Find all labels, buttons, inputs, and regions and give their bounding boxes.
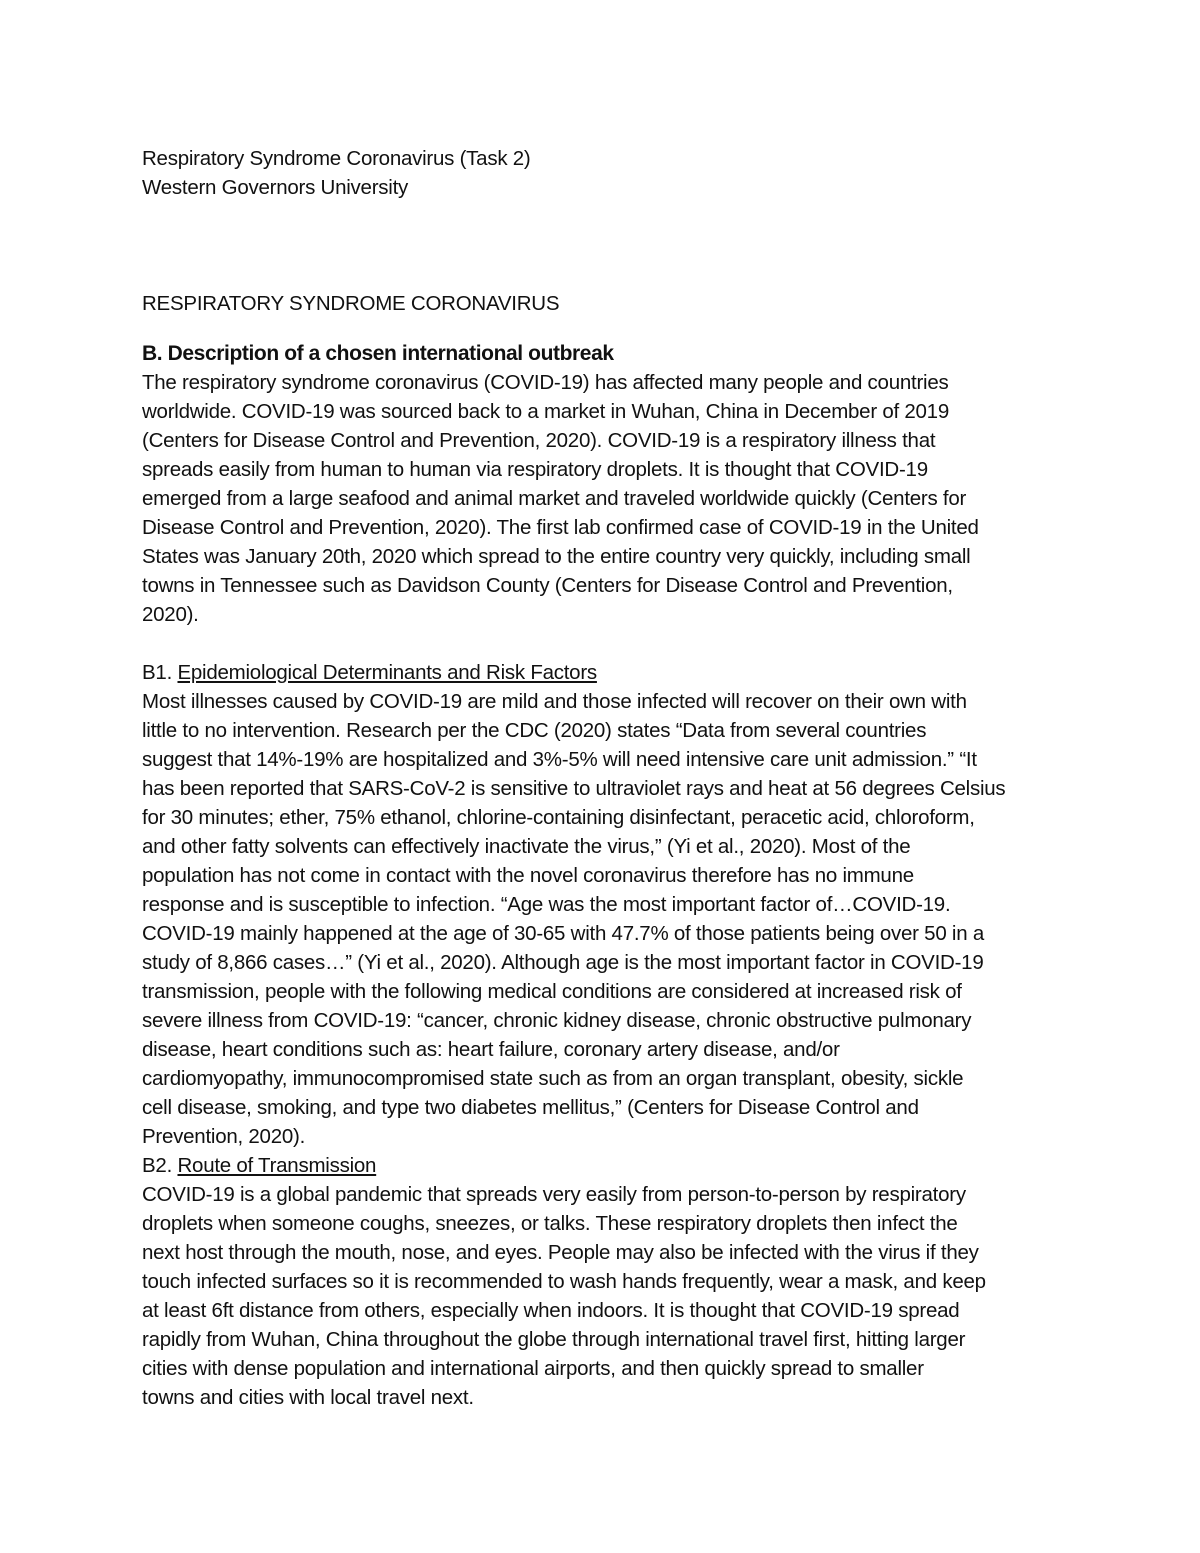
paragraph-line: next host through the mouth, nose, and eyes. People may also be infected with the virus if they	[142, 1241, 979, 1264]
document-body	[142, 144, 1072, 1412]
paragraph-line: response and is susceptible to infection. “Age was the most important factor of…COVID-19.	[142, 893, 951, 916]
paragraph-line: study of 8,866 cases…” (Yi et al., 2020). Although age is the most important factor in COVID-19	[142, 951, 984, 974]
section-b1-label: B1.	[142, 661, 173, 684]
paragraph-line: disease, heart conditions such as: heart failure, coronary artery disease, and/or	[142, 1038, 840, 1061]
paragraph-line: transmission, people with the following medical conditions are considered at increased risk of	[142, 980, 962, 1003]
paragraph-line: suggest that 14%-19% are hospitalized and 3%-5% will need intensive care unit admission.” “It	[142, 748, 977, 771]
paragraph-line: severe illness from COVID-19: “cancer, chronic kidney disease, chronic obstructive pulmonary	[142, 1009, 972, 1032]
section-b2-title: Route of Transmission	[177, 1154, 377, 1177]
paragraph-line: towns and cities with local travel next.	[142, 1386, 474, 1409]
paragraph-line: The respiratory syndrome coronavirus (COVID-19) has affected many people and countries	[142, 371, 949, 394]
paragraph-line: rapidly from Wuhan, China throughout the globe through international travel first, hitting larger	[142, 1328, 966, 1351]
section-b-heading: B. Description of a chosen international outbreak	[142, 342, 614, 365]
section-b-paragraph	[142, 368, 1072, 629]
paragraph-line: 2020).	[142, 603, 199, 626]
institution-line: Western Governors University	[142, 176, 409, 199]
paragraph-line: population has not come in contact with the novel coronavirus therefore has no immune	[142, 864, 914, 887]
paragraph-line: States was January 20th, 2020 which spread to the entire country very quickly, including small	[142, 545, 971, 568]
section-b1-title: Epidemiological Determinants and Risk Factors	[177, 661, 597, 684]
section-b2-paragraph	[142, 1180, 1072, 1412]
paragraph-line: for 30 minutes; ether, 75% ethanol, chlorine-containing disinfectant, peracetic acid, chloroform,	[142, 806, 975, 829]
paragraph-line: Disease Control and Prevention, 2020). The first lab confirmed case of COVID-19 in the United	[142, 516, 979, 539]
paragraph-line: little to no intervention. Research per the CDC (2020) states “Data from several countries	[142, 719, 927, 742]
paragraph-line: towns in Tennessee such as Davidson County (Centers for Disease Control and Prevention,	[142, 574, 953, 597]
paragraph-line: (Centers for Disease Control and Prevention, 2020). COVID-19 is a respiratory illness that	[142, 429, 936, 452]
paragraph-line: touch infected surfaces so it is recommended to wash hands frequently, wear a mask, and keep	[142, 1270, 986, 1293]
paragraph-line: worldwide. COVID-19 was sourced back to a market in Wuhan, China in December of 2019	[142, 400, 949, 423]
paragraph-line: spreads easily from human to human via respiratory droplets. It is thought that COVID-19	[142, 458, 928, 481]
paragraph-line: at least 6ft distance from others, especially when indoors. It is thought that COVID-19 spread	[142, 1299, 960, 1322]
paragraph-line: and other fatty solvents can effectively inactivate the virus,” (Yi et al., 2020). Most of the	[142, 835, 911, 858]
section-b2-heading	[142, 1151, 1072, 1180]
document-title: RESPIRATORY SYNDROME CORONAVIRUS	[142, 292, 560, 315]
paragraph-line: droplets when someone coughs, sneezes, or talks. These respiratory droplets then infect the	[142, 1212, 958, 1235]
paragraph-line: Most illnesses caused by COVID-19 are mild and those infected will recover on their own with	[142, 690, 967, 713]
paragraph-line: Prevention, 2020).	[142, 1125, 306, 1148]
title-line: Respiratory Syndrome Coronavirus (Task 2)	[142, 147, 531, 170]
section-b2-label: B2.	[142, 1154, 173, 1177]
paragraph-line: COVID-19 mainly happened at the age of 30-65 with 47.7% of those patients being over 50 in a	[142, 922, 984, 945]
paragraph-line: cardiomyopathy, immunocompromised state such as from an organ transplant, obesity, sickle	[142, 1067, 964, 1090]
section-b1-paragraph	[142, 687, 1072, 1151]
paragraph-line: cities with dense population and international airports, and then quickly spread to smaller	[142, 1357, 924, 1380]
paragraph-line: emerged from a large seafood and animal market and traveled worldwide quickly (Centers for	[142, 487, 967, 510]
section-b1-heading	[142, 658, 1072, 687]
paragraph-line: has been reported that SARS-CoV-2 is sensitive to ultraviolet rays and heat at 56 degrees Celsius	[142, 777, 1006, 800]
paragraph-line: cell disease, smoking, and type two diabetes mellitus,” (Centers for Disease Control and	[142, 1096, 919, 1119]
paragraph-line: COVID-19 is a global pandemic that spreads very easily from person-to-person by respiratory	[142, 1183, 966, 1206]
